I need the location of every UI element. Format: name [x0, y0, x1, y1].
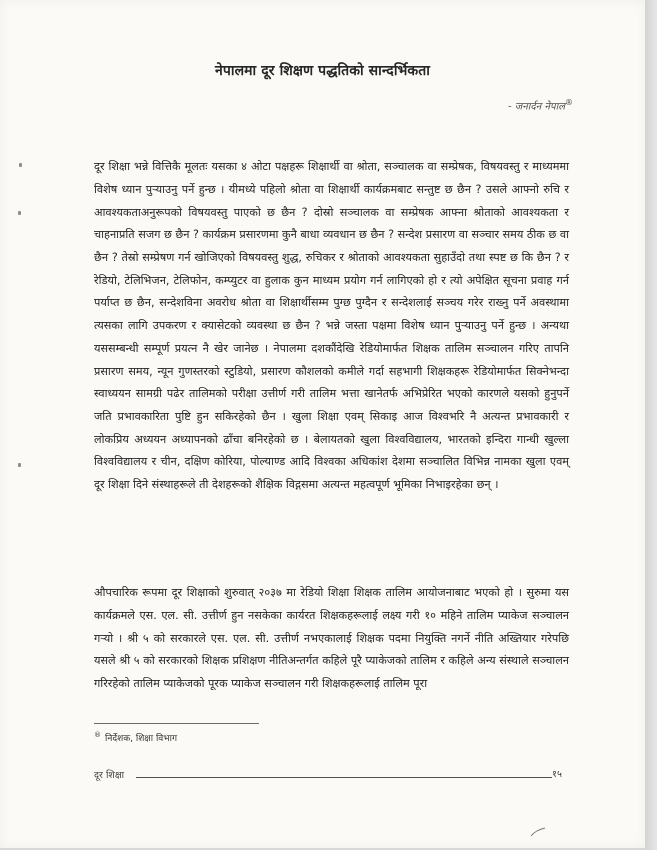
body-paragraph-2: औपचारिक रूपमा दूर शिक्षाको शुरुवात् २०३७ मा रेडियो शिक्षा शिक्षक तालिम आयोजनाबाट भएको हो । सुरुमा यस कार्यक्रमले एस. एल. सी. उत्तीर्ण हुन नसकेका कार्यरत शिक्षकहरूलाई लक्ष्य गरी १० महिने तालिम प्याकेज सञ्चालन गऱ्यो । श्री ५ को सरकारले एस. एल. सी. उत्तीर्ण नभएकालाई शिक्षक पदमा नियुक्ति नगर्ने नीति अख्तियार गरेपछि यसले श्री ५ को सरकारको शिक्षक प्रशिक्षण नीतिअन्तर्गत कहिले पूरै प्याकेजको तालिम र कहिले अन्य संस्थाले सञ्चालन गरिरहेको तालिम प्याकेजको पूरक प्याकेज सञ्चालन गरी शिक्षकहरूलाई तालिम पूरा [94, 586, 569, 690]
binding-mark [18, 211, 21, 215]
document-title: नेपालमा दूर शिक्षण पद्धतिको सान्दर्भिकता [215, 63, 430, 79]
page-edge-shadow [645, 0, 657, 850]
footnote-divider [94, 723, 259, 724]
binding-mark [18, 463, 21, 467]
footer-publication-label: दूर शिक्षा [94, 770, 125, 781]
author-name: - जनार्दन नेपाल [508, 101, 565, 113]
author-footnote-marker: ® [565, 98, 573, 107]
page-number: १५ [552, 769, 562, 780]
footnote [94, 731, 177, 744]
body-paragraph-1: दूर शिक्षा भन्ने वित्तिकै मूलतः यसका ४ ओटा पक्षहरू शिक्षार्थी वा श्रोता, सञ्चालक वा सम्प्रेषक, विषयवस्तु र माध्यममा विशेष ध्यान पुऱ्याउनु पर्ने हुन्छ । यीमध्ये पहिलो श्रोता वा शिक्षार्थी कार्यक्रमबाट सन्तुष्ट छ छैन ? उसले आफ्नो रुचि र आवश्यकताअनुरूपको विषयवस्तु पाएको छ छैन ? दोस्रो सञ्चालक वा सम्प्रेषक आफ्ना श्रोताको आवश्यकता र चाहनाप्रति सजग छ छैन ? कार्यक्रम प्रसारणमा कुनै बाधा व्यवधान छ छैन ? सन्देश प्रसारण वा सञ्चार समय ठीक छ वा छैन ? तेस्रो सम्प्रेषण गर्न खोजिएको विषयवस्तु शुद्ध, रुचिकर र श्रोताको आवश्यकता सुहाउँदो तथा स्पष्ट छ कि छैन ? र रेडियो, टेलिभिजन, टेलिफोन, कम्प्युटर वा हुलाक कुन माध्यम प्रयोग गर्न लागिएको हो र त्यो अपेक्षित सूचना प्रवाह गर्न पर्याप्त छ छैन, सन्देशविना अवरोध श्रोता वा शिक्षार्थीसम्म पुग्छ पुग्दैन र सन्देशलाई सञ्चय गरेर राख्नु पर्ने अवस्थामा त्यसका लागि उपकरण र क्यासेटको व्यवस्था छ छैन ? भन्ने जस्ता पक्षमा विशेष ध्यान पुऱ्याउनु पर्ने हुन्छ । अन्यथा यससम्बन्धी सम्पूर्ण प्रयत्न नै खेर जानेछ । नेपालमा दशकौंदेखि रेडियोमार्फत शिक्षक तालिम सञ्चालन गरिए तापनि प्रसारण समय, न्यून गुणस्तरको स्टुडियो, प्रसारण कौशलको कमीले गर्दा सहभागी शिक्षकहरू रेडियोमार्फत सिक्नेभन्दा स्वाध्ययन सामग्री पढेर तालिमको परीक्षा उत्तीर्ण गरी तालिम भत्ता खानेतर्फ अभिप्रेरित भएको कारणले यसको हुनुपर्ने जति प्रभावकारिता पुष्टि हुन सकिरहेको छैन । खुला शिक्षा एवम् सिकाइ आज विश्वभरि नै अत्यन्त प्रभावकारी र लोकप्रिय अध्ययन अध्यापनको ढाँचा बनिरहेको छ । बेलायतको खुला विश्वविद्यालय, भारतको इन्दिरा गान्धी खुल्ला विश्वविद्यालय र चीन, दक्षिण कोरिया, पोल्याण्ड आदि विश्वका अधिकांश देशमा सञ्चालित विभिन्न नामका खुला एवम् दूर शिक्षा दिने संस्थाहरूले ती देशहरूको शैक्षिक विद्गसमा अत्यन्त महत्वपूर्ण भूमिका निभाइरहेका छन् । [94, 160, 569, 492]
pencil-mark [529, 826, 547, 837]
footnote-text: निर्देशक, शिक्षा विभाग [105, 734, 178, 744]
author-line [508, 98, 573, 112]
footer-rule [136, 777, 552, 778]
footnote-marker: ® [94, 731, 101, 739]
binding-mark [19, 163, 22, 167]
